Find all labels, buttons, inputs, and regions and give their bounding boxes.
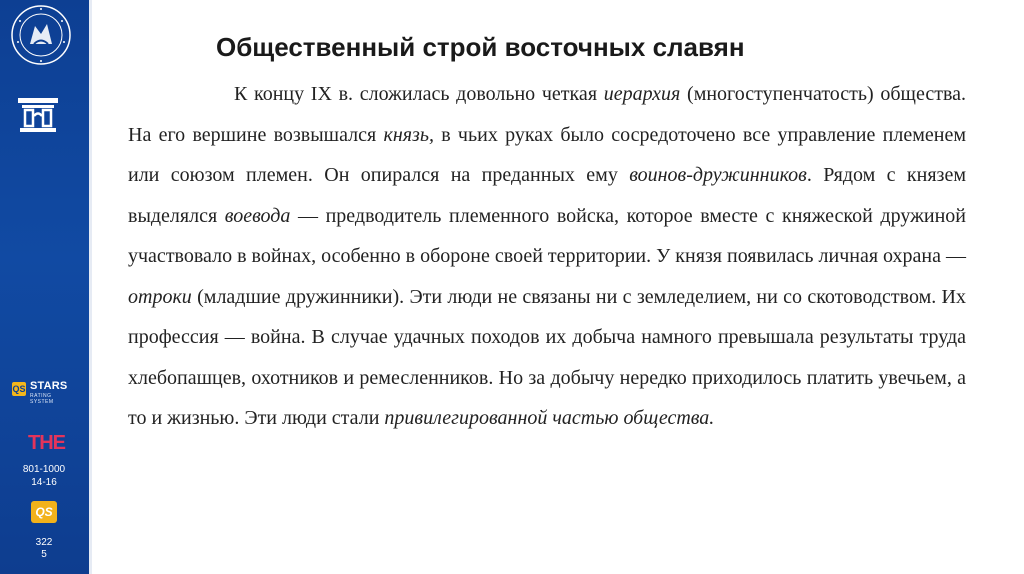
qs-rank: 322 [35,537,53,548]
the-ranking-logo: THE [28,432,65,454]
stars-sub-label: RATING SYSTEM [30,393,54,405]
slide-body-paragraph [128,74,966,439]
sidebar [0,0,92,574]
text-run: К концу IX в. сложилась довольно четкая [234,83,604,105]
term-prince: князь, [383,123,434,146]
term-otroki: отроки [128,285,192,308]
the-rank-years: 14-16 [31,477,57,488]
university-seal-icon [10,4,72,66]
term-hierarchy: иерархия [603,83,681,105]
stars-label: STARS [30,380,68,392]
text-run: . Рядом с князем выделялся [128,164,966,227]
qs-ranking-logo: QS [31,501,57,523]
stars-badge: QS [12,384,26,394]
term-privileged: привилегированной частью общества. [384,407,715,429]
text-run: (многоступенчатость) общества. На его вершине возвышался [128,83,966,146]
the-rank-range: 801-1000 [22,464,66,475]
pillar-logo-icon [16,96,60,134]
sidebar-edge [89,0,92,574]
text-run: (младшие дружинники). Эти люди не связаны ни с земледелием, ни со скотоводством. Их профессия — война. В случае удачных походов их добыча намного превышала результаты труда хлебопашцев, охотников и ремесленников. Но за добычу нередко приходилось платить увечьем, а то и жизнью. Эти люди стали [128,285,966,429]
term-voevoda: воевода [224,204,291,227]
text-run: в чьих руках было сосредоточено все управление племенем или союзом племен. Он опирался на преданных ему [128,123,966,186]
qs-stars: 5 [41,549,47,560]
slide-title: Общественный строй восточных славян [216,32,745,62]
text-run: — предводитель племенного войска, которое вместе с княжеской дружиной участвовало в войнах, особенно в обороне своей территории. У князя появилась личная охрана — [128,204,966,267]
stars-rating-logo [12,380,76,405]
term-warriors: воинов-дружинников [629,164,807,186]
